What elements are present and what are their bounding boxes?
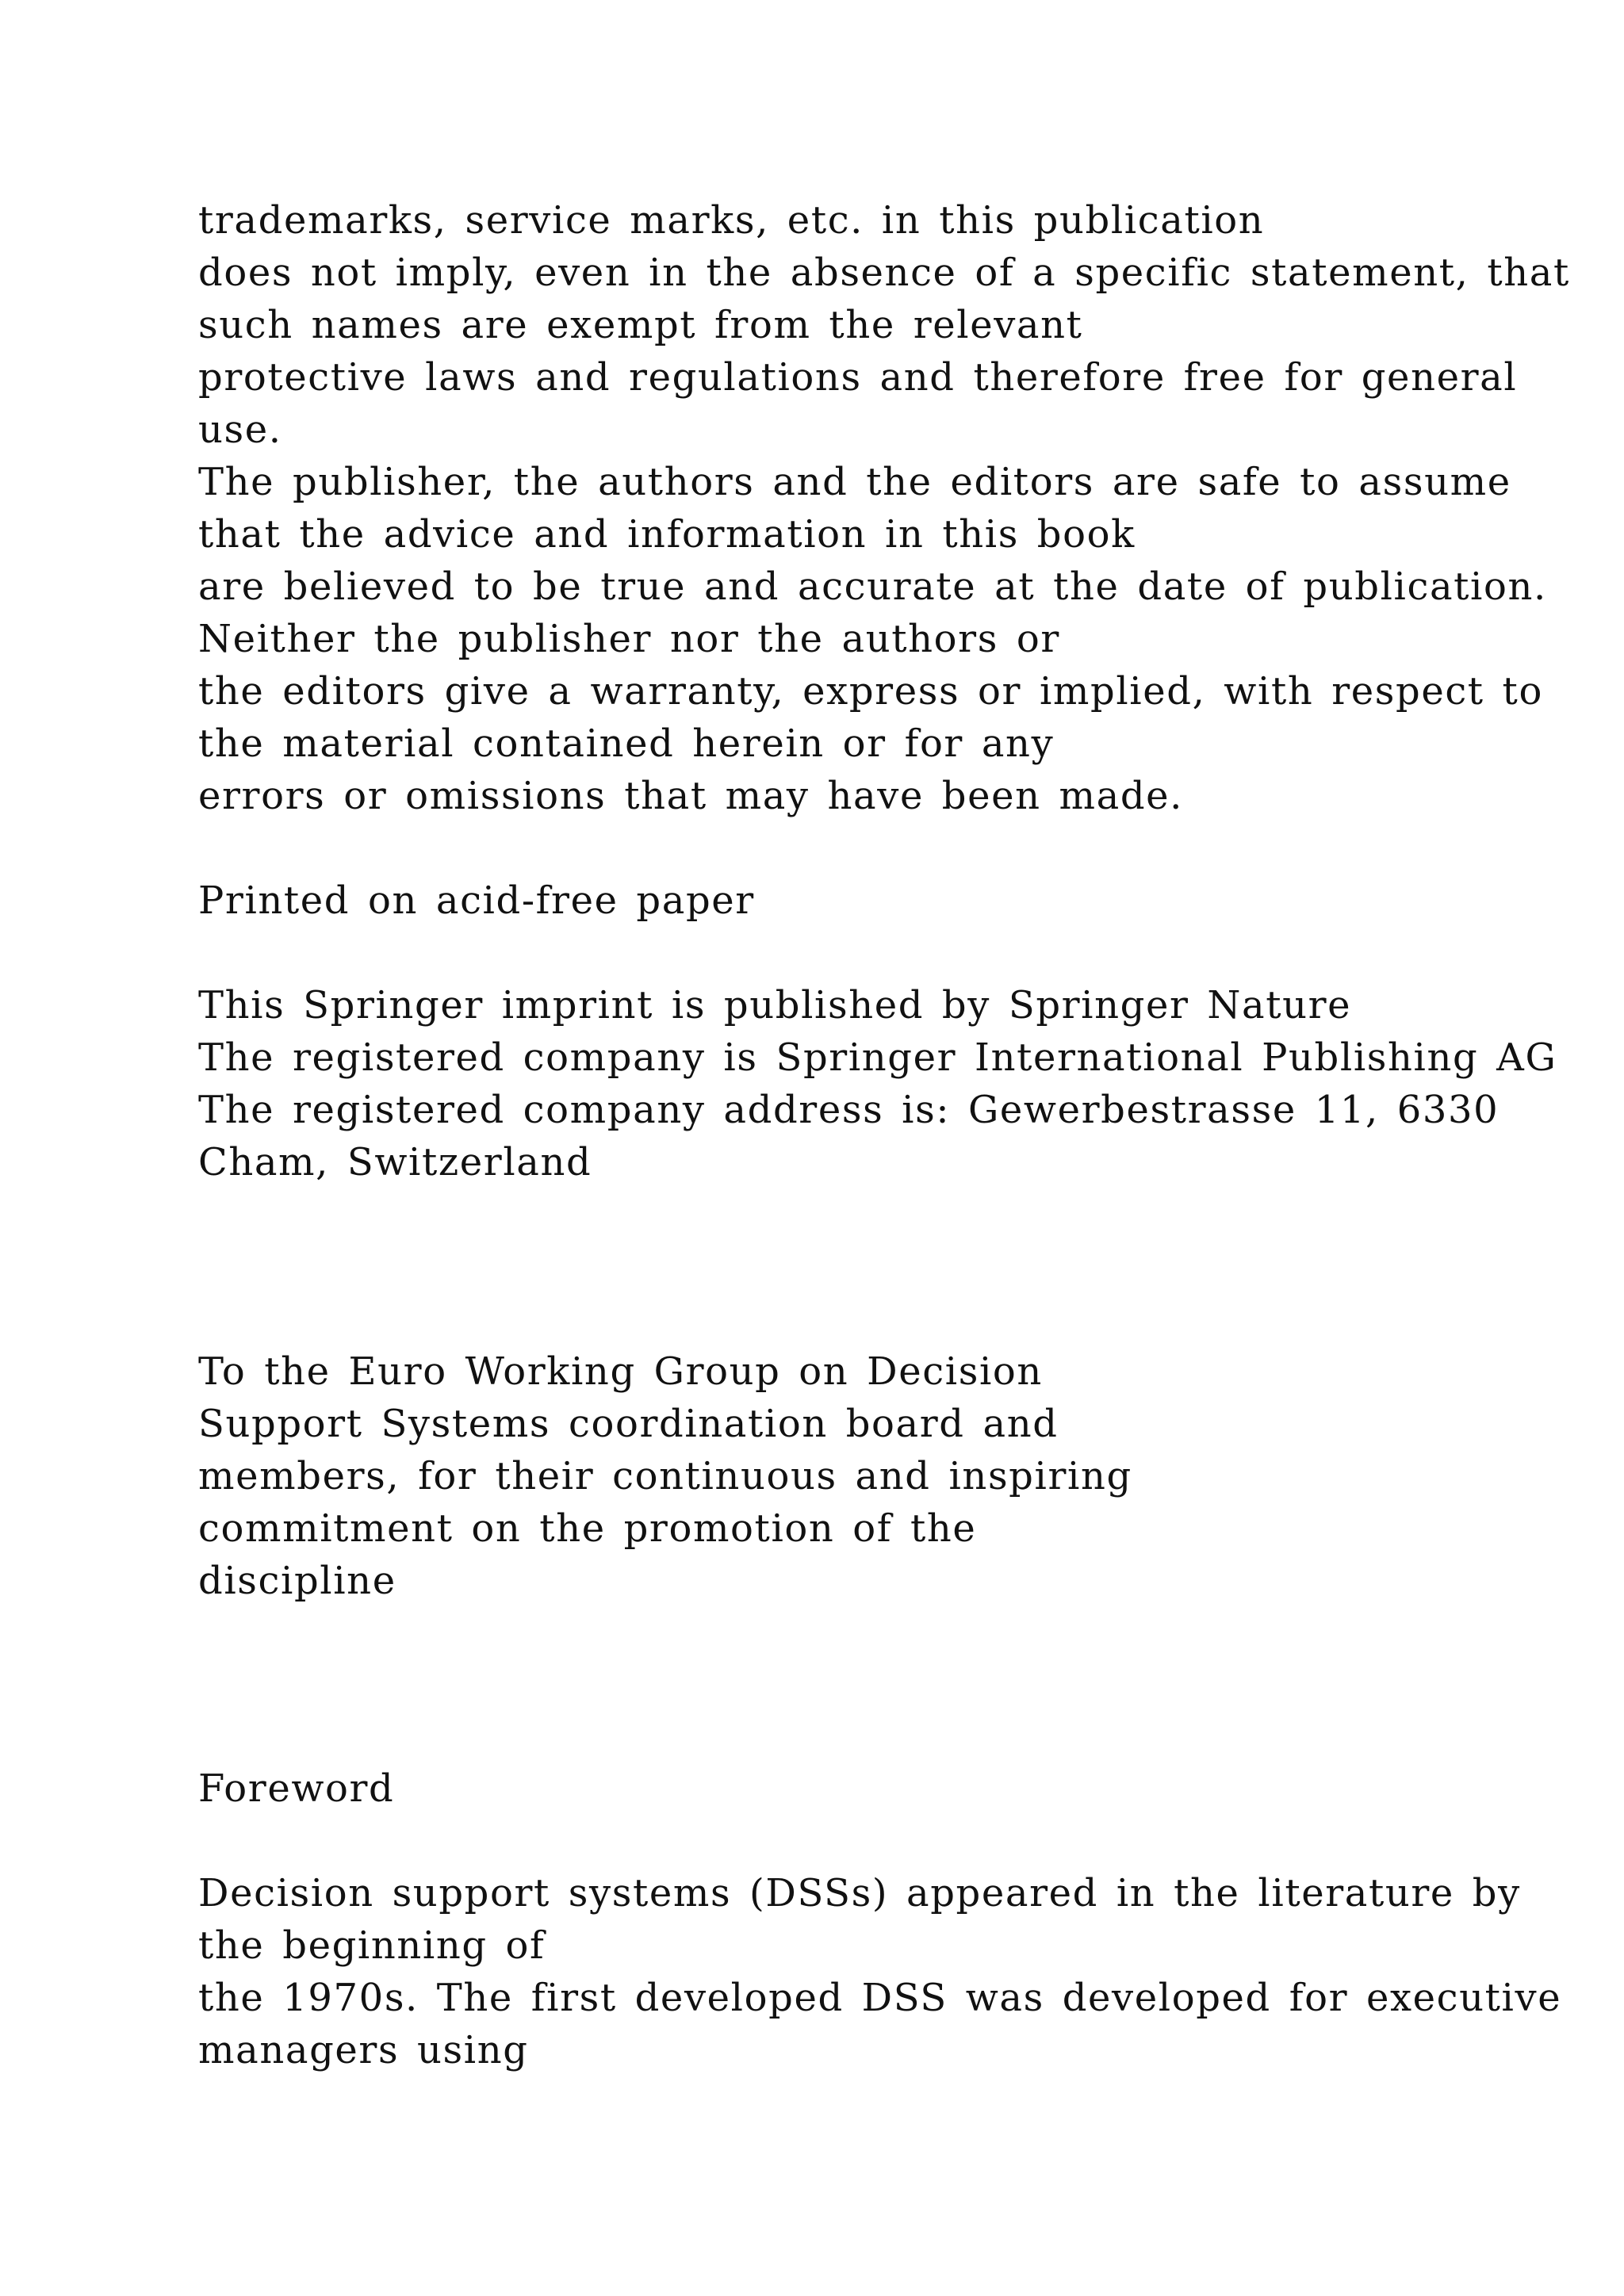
dedication-line: members, for their continuous and inspiring [198, 1454, 1132, 1498]
text-line: that the advice and information in this book [198, 512, 1136, 557]
text-line: Printed on acid-free paper [198, 878, 755, 923]
text-line: use. [198, 408, 282, 452]
text-line: trademarks, service marks, etc. in this publication [198, 198, 1265, 243]
text-line: managers using [198, 2028, 529, 2072]
dedication-line: To the Euro Working Group on Decision [198, 1349, 1043, 1394]
text-line: protective laws and regulations and therefore free for general [198, 355, 1518, 400]
text-line: Decision support systems (DSSs) appeared in the literature by [198, 1871, 1521, 1915]
text-line: errors or omissions that may have been made. [198, 774, 1184, 818]
text-line: Cham, Switzerland [198, 1140, 592, 1184]
text-line: The publisher, the authors and the editors are safe to assume [198, 460, 1511, 504]
text-line: The registered company is Springer International Publishing AG [198, 1035, 1557, 1080]
text-line: This Springer imprint is published by Springer Nature [198, 983, 1352, 1027]
text-line: Neither the publisher nor the authors or [198, 617, 1060, 661]
text-line: the beginning of [198, 1923, 546, 1968]
text-line: The registered company address is: Gewerbestrasse 11, 6330 [198, 1088, 1500, 1132]
dedication-line: discipline [198, 1559, 396, 1603]
text-line: such names are exempt from the relevant [198, 303, 1083, 347]
text-line: the 1970s. The first developed DSS was developed for executive [198, 1976, 1562, 2020]
text-line: the material contained herein or for any [198, 721, 1055, 766]
dedication-line: Support Systems coordination board and [198, 1402, 1059, 1446]
text-line: are believed to be true and accurate at the date of publication. [198, 564, 1547, 609]
section-heading: Foreword [198, 1766, 395, 1811]
text-line: does not imply, even in the absence of a specific statement, that [198, 251, 1570, 295]
dedication-line: commitment on the promotion of the [198, 1506, 977, 1551]
text-line: the editors give a warranty, express or implied, with respect to [198, 669, 1543, 714]
